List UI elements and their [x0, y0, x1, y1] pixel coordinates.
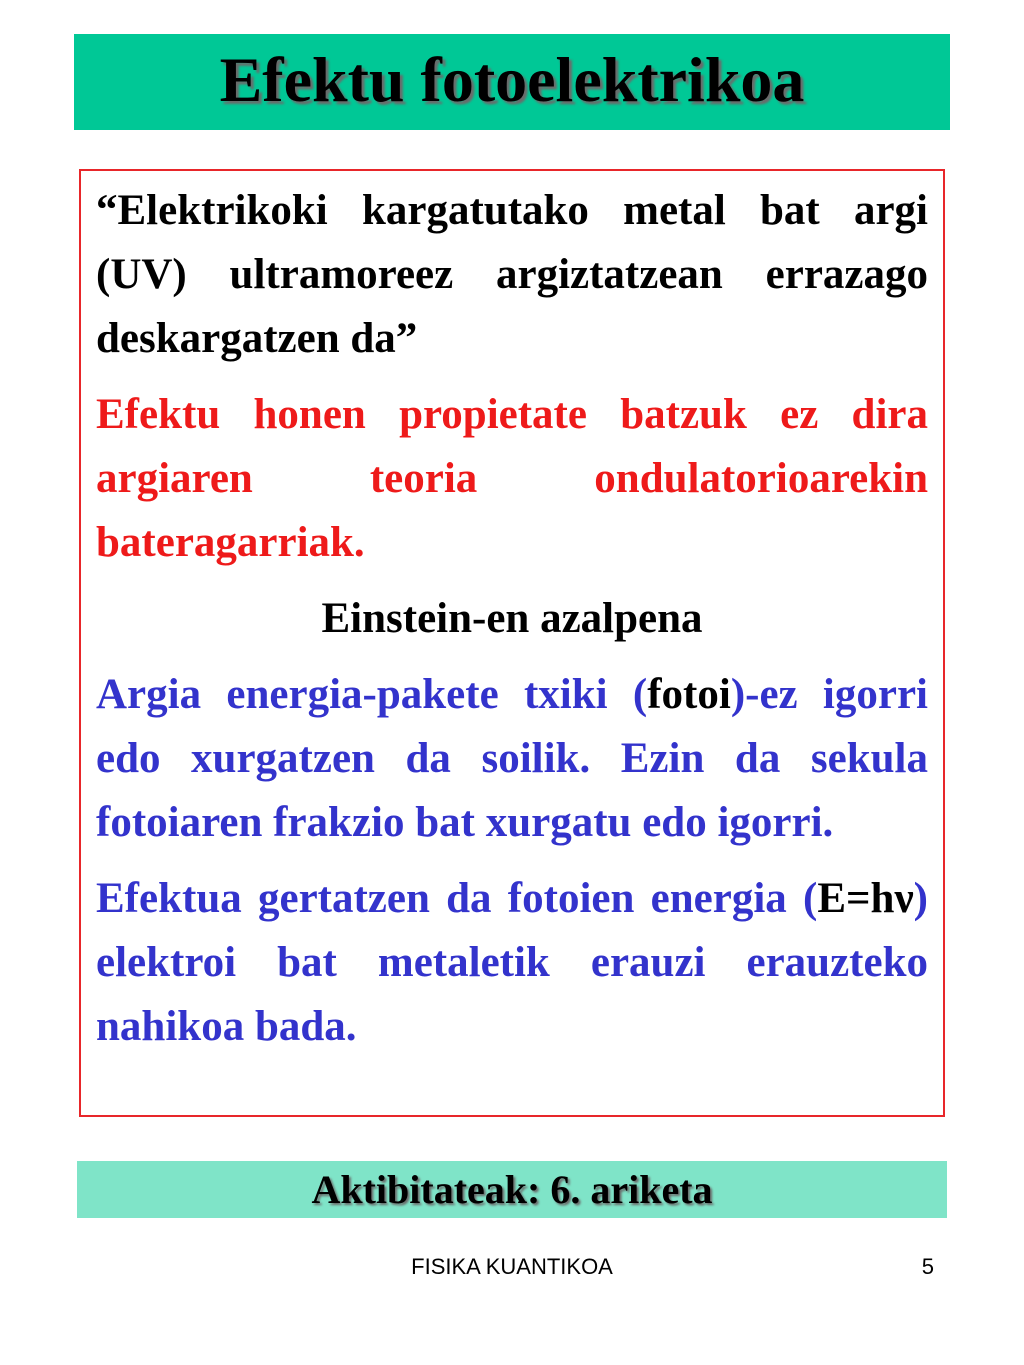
- activity-label: Aktibitateak: 6. ariketa: [311, 1166, 713, 1212]
- quote-paragraph: “Elektrikoki kargatutako metal bat argi (UV) ultramoreez argiztatzean errazago deskargatzen da”: [96, 187, 928, 362]
- content-box: [79, 169, 945, 1117]
- footer-course: FISIKA KUANTIKOA: [411, 1254, 613, 1279]
- subheading: Einstein-en azalpena: [321, 595, 703, 642]
- blue-paragraph-energy: [96, 867, 928, 1059]
- photon-text-end: )-ez igorri edo xurgatzen da soilik. Ezin da sekula fotoiaren frakzio bat xurgatu edo igorri.: [96, 671, 928, 846]
- title-banner: [74, 34, 950, 130]
- energy-formula: E=hν: [817, 875, 914, 922]
- slide-title: Efektu fotoelektrikoa: [219, 44, 805, 115]
- footer-page-number: 5: [921, 1254, 934, 1279]
- blue-paragraph-photon: [96, 663, 928, 855]
- red-paragraph: Efektu honen propietate batzuk ez dira argiaren teoria ondulatorioarekin bateragarriak.: [96, 391, 928, 566]
- photon-keyword: fotoi: [647, 671, 731, 718]
- energy-text-end: ) elektroi bat metaletik erauzi erauzteko nahikoa bada.: [96, 875, 928, 1050]
- photon-text-start: Argia energia-pakete txiki (: [96, 671, 648, 718]
- activity-banner: [77, 1161, 947, 1218]
- energy-text-start: Efektua gertatzen da fotoien energia (: [96, 875, 818, 922]
